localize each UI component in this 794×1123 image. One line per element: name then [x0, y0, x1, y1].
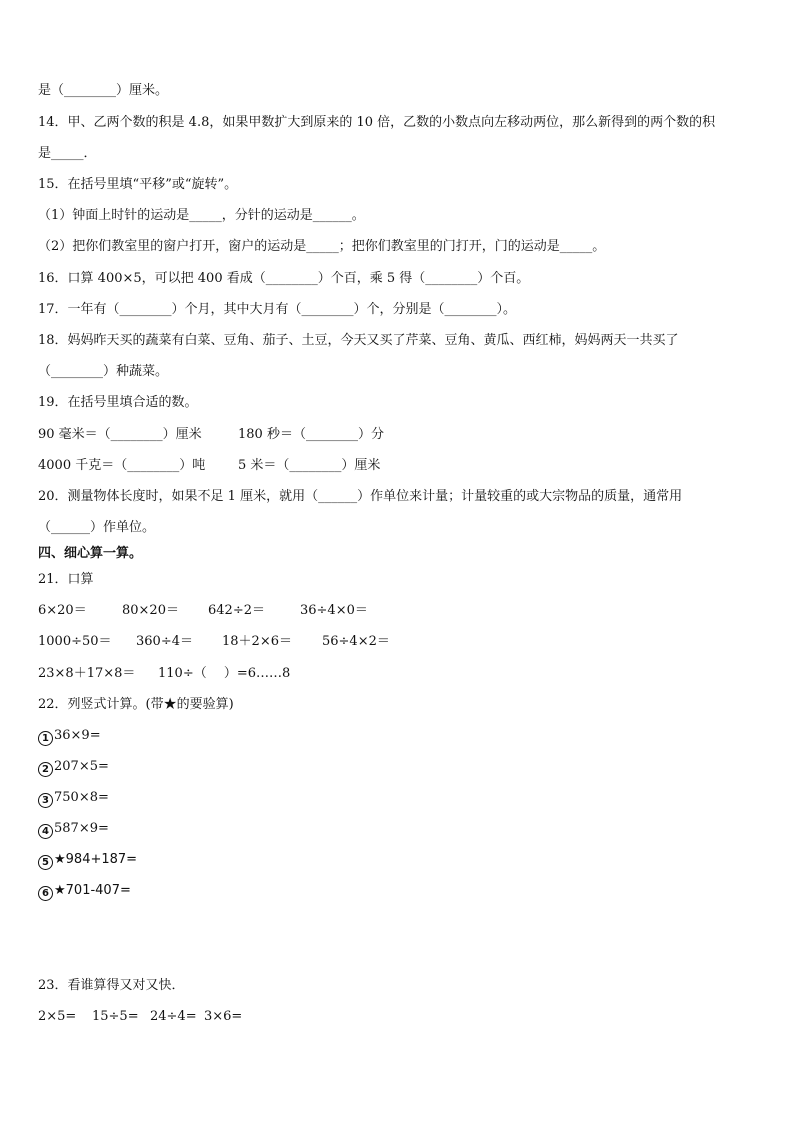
q15-text: 15．在括号里填“平移”或“旋转”。 [38, 177, 238, 192]
q19-item: 5 米＝（________）厘米 [238, 458, 381, 473]
q22-item-2 [38, 758, 109, 777]
q15-part1: （1）钟面上时针的运动是_____，分针的运动是______。 [38, 208, 365, 223]
q21-item: 6×20＝ [38, 603, 87, 618]
q13-continuation: 是（________）厘米。 [38, 83, 169, 98]
circled-number: 5 [38, 855, 53, 870]
q22-expression: 750×8= [54, 790, 109, 805]
q20-answer-line: （______）作单位。 [38, 520, 156, 535]
q21-text: 21．口算 [38, 572, 94, 587]
q14-answer-line: 是_____． [38, 146, 97, 161]
section-heading: 四、细心算一算。 [38, 546, 143, 561]
q21-item: 360÷4＝ [136, 634, 193, 649]
q18-answer-line: （________）种蔬菜。 [38, 364, 169, 379]
q19-item: 180 秒＝（________）分 [238, 427, 384, 442]
q23-item: 3×6= [204, 1009, 243, 1024]
q21-item: 110÷（ ）=6……8 [158, 666, 291, 681]
q22-expression: ★984+187= [54, 852, 138, 867]
q19-text: 19．在括号里填合适的数。 [38, 395, 198, 410]
q21-item: 36÷4×0＝ [300, 603, 368, 618]
q23-item: 24÷4= [150, 1009, 197, 1024]
circled-number: 2 [38, 762, 53, 777]
q14-text: 14．甲、乙两个数的积是 4.8，如果甲数扩大到原来的 10 倍，乙数的小数点向左移动两位，那么新得到的两个数的积 [38, 115, 716, 130]
q22-item-5 [38, 851, 137, 870]
q22-item-1 [38, 727, 101, 746]
q23-text: 23．看谁算得又对又快． [38, 978, 185, 993]
q19-item: 90 毫米＝（________）厘米 [38, 427, 202, 442]
q22-expression: 207×5= [54, 759, 109, 774]
q21-item: 80×20＝ [122, 603, 179, 618]
q22-expression: 587×9= [54, 821, 109, 836]
q16-text: 16．口算 400×5，可以把 400 看成（________）个百，乘 5 得（________）个百。 [38, 271, 530, 286]
q22-item-3 [38, 789, 109, 808]
circled-number: 1 [38, 731, 53, 746]
circled-number: 4 [38, 824, 53, 839]
q21-item: 56÷4×2＝ [322, 634, 390, 649]
q22-item-4 [38, 820, 109, 839]
q21-item: 23×8＋17×8＝ [38, 666, 136, 681]
q23-item: 2×5= [38, 1009, 77, 1024]
q21-item: 642÷2＝ [208, 603, 265, 618]
q20-text: 20．测量物体长度时，如果不足 1 厘米，就用（______）作单位来计量；计量较重的或大宗物品的质量，通常用 [38, 489, 683, 504]
q23-item: 15÷5= [92, 1009, 139, 1024]
q17-text: 17．一年有（________）个月，其中大月有（________）个，分别是（________）。 [38, 302, 517, 317]
q22-expression: ★701-407= [54, 883, 131, 898]
q15-part2: （2）把你们教室里的窗户打开，窗户的运动是_____；把你们教室里的门打开，门的运动是_____。 [38, 239, 606, 254]
q22-expression: 36×9= [54, 728, 101, 743]
q19-item: 4000 千克＝（________）吨 [38, 458, 206, 473]
circled-number: 3 [38, 793, 53, 808]
q18-text: 18．妈妈昨天买的蔬菜有白菜、豆角、茄子、土豆，今天又买了芹菜、豆角、黄瓜、西红柿，妈妈两天一共买了 [38, 333, 679, 348]
circled-number: 6 [38, 886, 53, 901]
q21-item: 1000÷50＝ [38, 634, 112, 649]
q22-text: 22．列竖式计算。(带★的要验算) [38, 697, 234, 712]
q21-item: 18＋2×6＝ [222, 634, 292, 649]
q22-item-6 [38, 882, 131, 901]
